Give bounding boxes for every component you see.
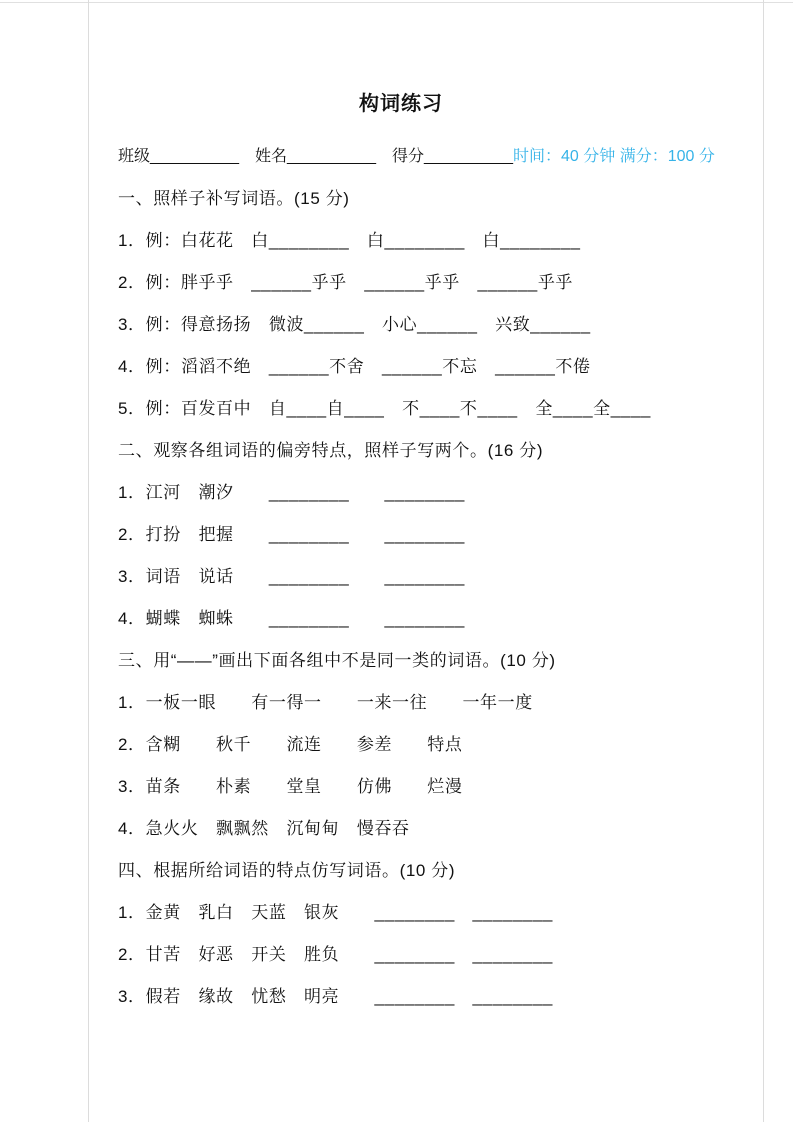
exercise-line: 2．甘苦 好恶 开关 胜负 ________ ________ [118,945,553,964]
worksheet-content [118,90,715,1018]
exercise-line: 2．打扮 把握 ________ ________ [118,525,465,544]
name-blank: 姓名__________ [255,148,376,165]
page-border-top [0,2,793,3]
section-1-fill-in-words [118,178,684,430]
exercise-line: 3．苗条 朴素 堂皇 仿佛 烂漫 [118,777,463,796]
exercise-line: 3．例：得意扬扬 微波______ 小心______ 兴致______ [118,315,591,334]
exercise-line: 3．假若 缘故 忧愁 明亮 ________ ________ [118,987,553,1006]
section-1-heading: 一、照样子补写词语。(15 分) [118,189,350,208]
exercise-line: 4．蝴蝶 蜘蛛 ________ ________ [118,609,465,628]
exercise-line: 2．含糊 秋千 流连 参差 特点 [118,735,463,754]
exercise-line: 4．急火火 飘飘然 沉甸甸 慢吞吞 [118,819,410,838]
worksheet-title: 构词练习 [359,93,443,115]
exercise-line: 4．例：滔滔不绝 ______不舍 ______不忘 ______不倦 [118,357,591,376]
exercise-line: 1．江河 潮汐 ________ ________ [118,483,465,502]
time-and-full-score: 时间：40 分钟 满分：100 分 [513,148,715,165]
exercise-line: 3．词语 说话 ________ ________ [118,567,465,586]
class-blank: 班级__________ [118,148,239,165]
exercise-line: 1．例：白花花 白________ 白________ 白________ [118,231,581,250]
page-border-right [763,0,764,1122]
section-3-odd-one-out [118,640,684,850]
section-4-heading: 四、根据所给词语的特点仿写词语。(10 分) [118,861,456,880]
exercise-line: 5．例：百发百中 自____自____ 不____不____ 全____全____ [118,399,651,418]
section-3-heading: 三、用“——”画出下面各组中不是同一类的词语。(10 分) [118,651,556,670]
page-border-left [88,0,89,1122]
section-2-heading: 二、观察各组词语的偏旁特点，照样子写两个。(16 分) [118,441,544,460]
meta-row [118,136,715,178]
exercise-line: 2．例：胖乎乎 ______乎乎 ______乎乎 ______乎乎 [118,273,574,292]
exercise-line: 1．一板一眼 有一得一 一来一往 一年一度 [118,693,533,712]
score-blank: 得分__________ [392,148,513,165]
section-4-imitate-words [118,850,684,1018]
exercise-line: 1．金黄 乳白 天蓝 银灰 ________ ________ [118,903,553,922]
section-2-radical-pattern-words [118,430,684,640]
